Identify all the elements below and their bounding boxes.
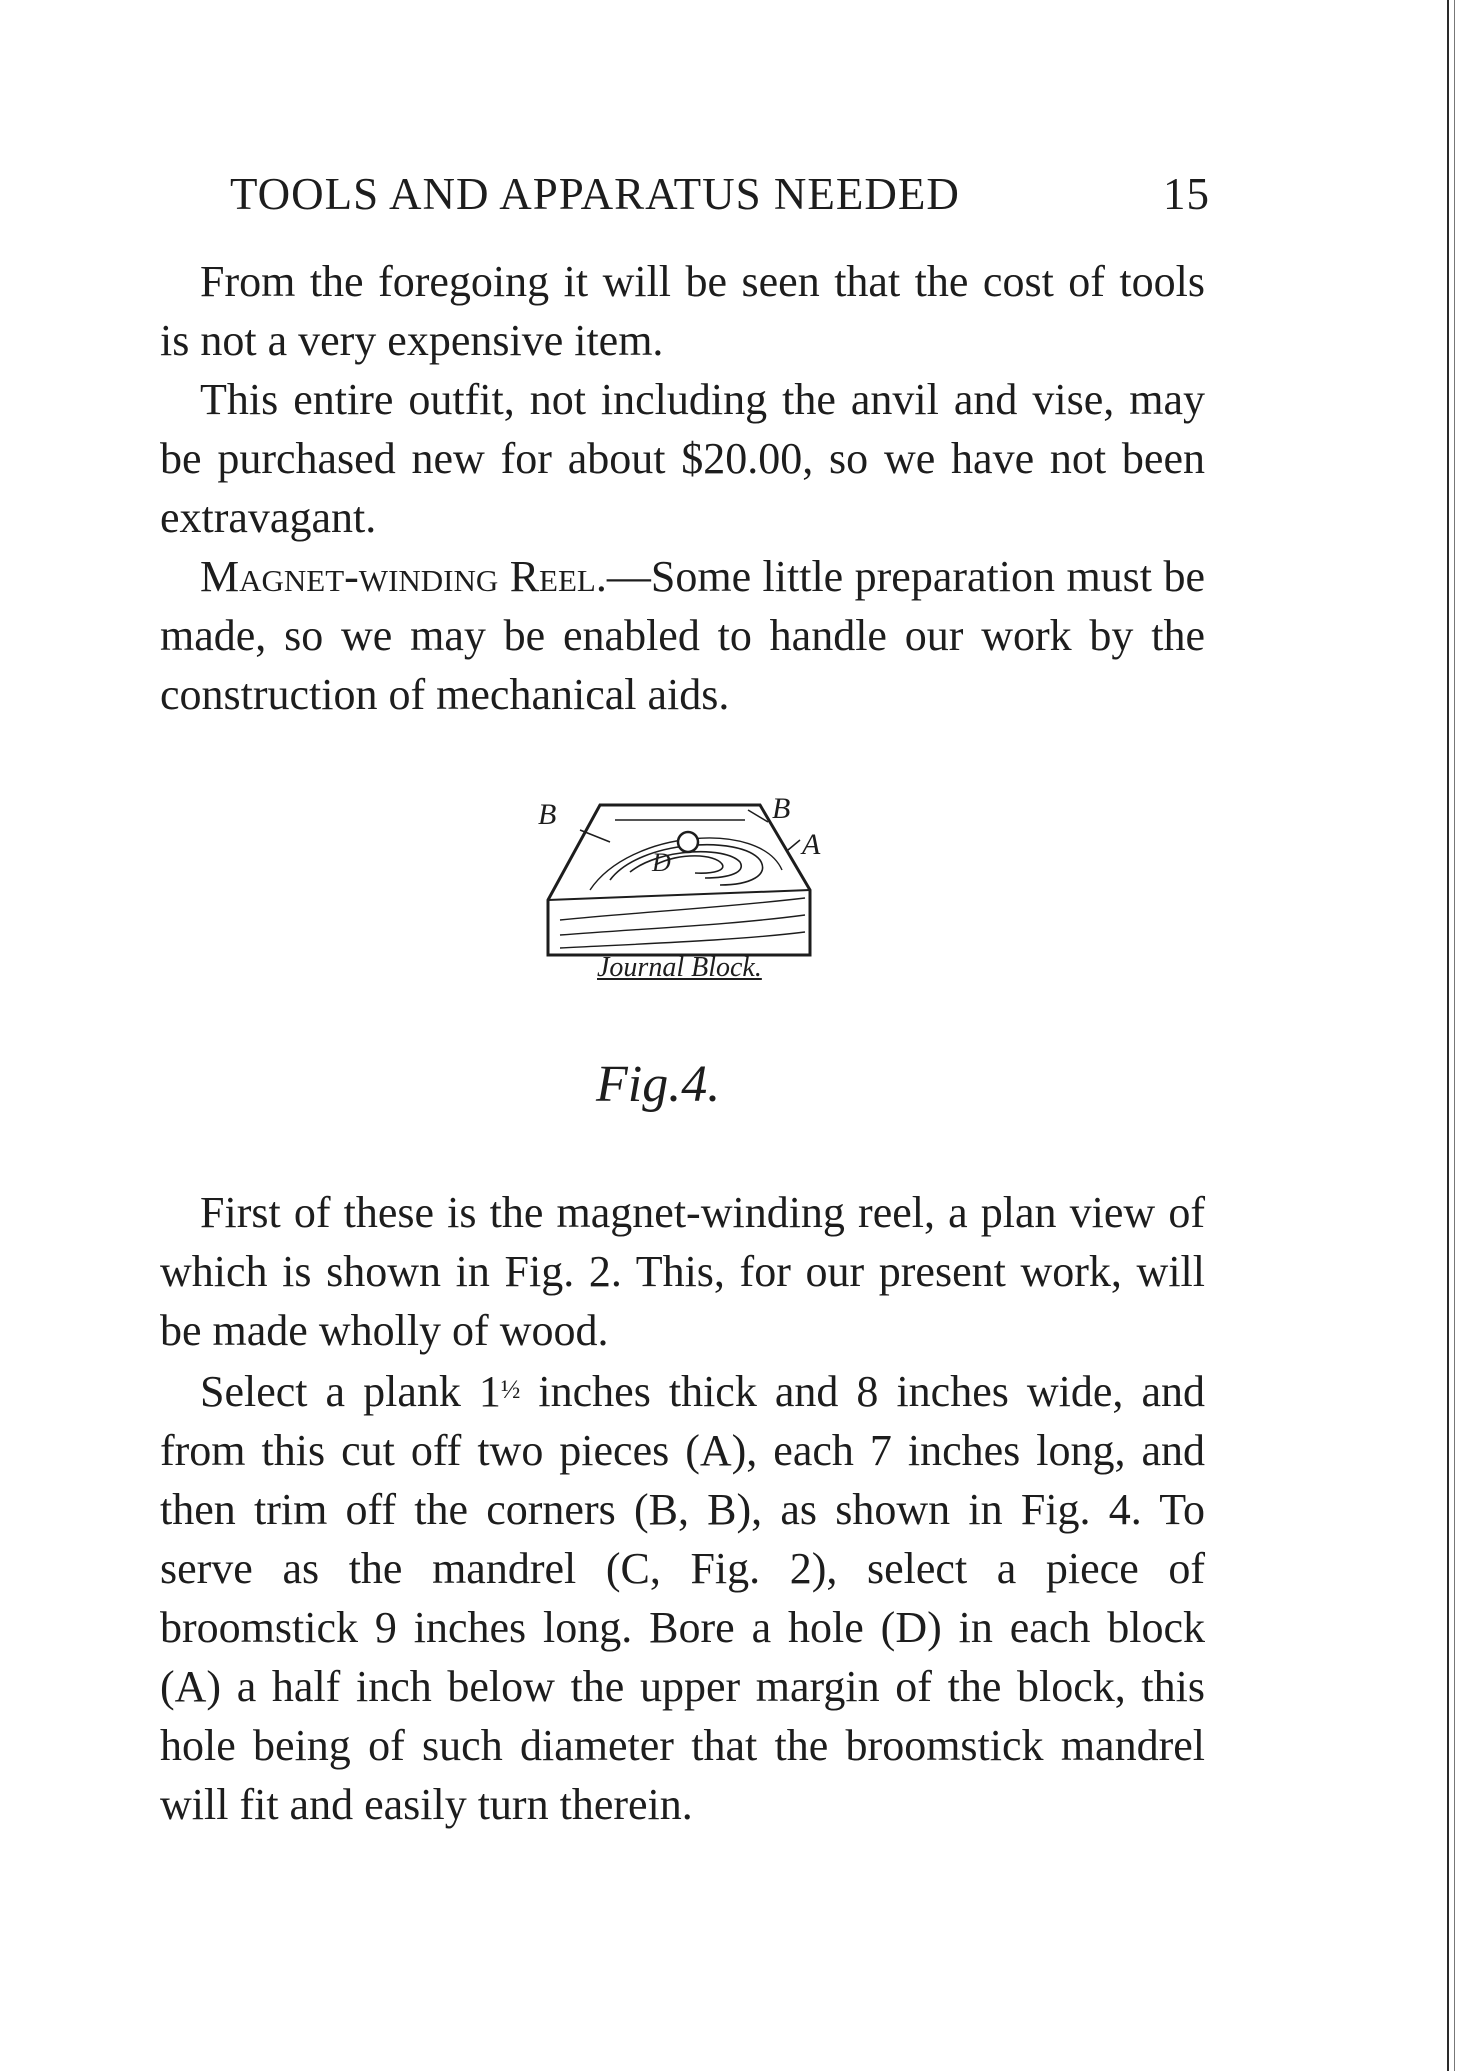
label-b-left: B (538, 798, 557, 831)
text-block-top (160, 252, 1205, 724)
leader-a (788, 840, 800, 850)
paragraph-magnet-reel (160, 547, 1205, 724)
section-heading: Magnet-winding Reel. (200, 552, 607, 601)
side-grain-2 (560, 915, 805, 935)
plank-fraction: ½ (500, 1375, 521, 1404)
block-top-edge (548, 890, 810, 900)
label-b-right: B (772, 792, 791, 825)
page-number: 15 (1163, 169, 1210, 219)
running-header (230, 168, 1210, 228)
side-grain-3 (560, 932, 805, 948)
paragraph-select-plank (160, 1360, 1205, 1834)
plank-text-rest: inches thick and 8 inches wide, and from this cut off two pieces (A), each 7 inches long, and then trim off the corners (B, B), as shown in Fig. 4. To serve as the mandrel (C, Fig. 2), select a piece of broomstick 9 inches long. Bore a hole (D) in each block (A) a half inch below the upper margin of the block, this hole being of such diameter that the broomstick mandrel will fit and easily turn therein. (160, 1367, 1205, 1829)
figure-label: Fig.4. (596, 1056, 721, 1113)
side-grain-1 (560, 898, 805, 920)
section-text: —Some little preparation must be made, so we may be enabled to handle our work by the construction of mechanical aids. (160, 552, 1205, 719)
page-edge-line-secondary (1454, 0, 1455, 2071)
text-block-bottom (160, 1183, 1205, 1834)
page-edge-line (1447, 0, 1449, 2071)
paragraph-foregoing: From the foregoing it will be seen that the cost of tools is not a very expensive item. (160, 257, 1205, 365)
running-title: TOOLS AND APPARATUS NEEDED (230, 169, 960, 219)
label-a: A (802, 828, 821, 861)
figure-caption: Journal Block. (597, 952, 762, 983)
paragraph-first-of-these: First of these is the magnet-winding reel, a plan view of which is shown in Fig. 2. This, for our present work, will be made wholly of wood. (160, 1188, 1205, 1355)
paragraph-outfit: This entire outfit, not including the anvil and vise, may be purchased new for about $20.00, so we have not been extravagant. (160, 375, 1205, 542)
label-d: D (652, 848, 671, 877)
plank-text-start: Select a plank 1 (200, 1367, 501, 1416)
hole-d (678, 832, 698, 852)
